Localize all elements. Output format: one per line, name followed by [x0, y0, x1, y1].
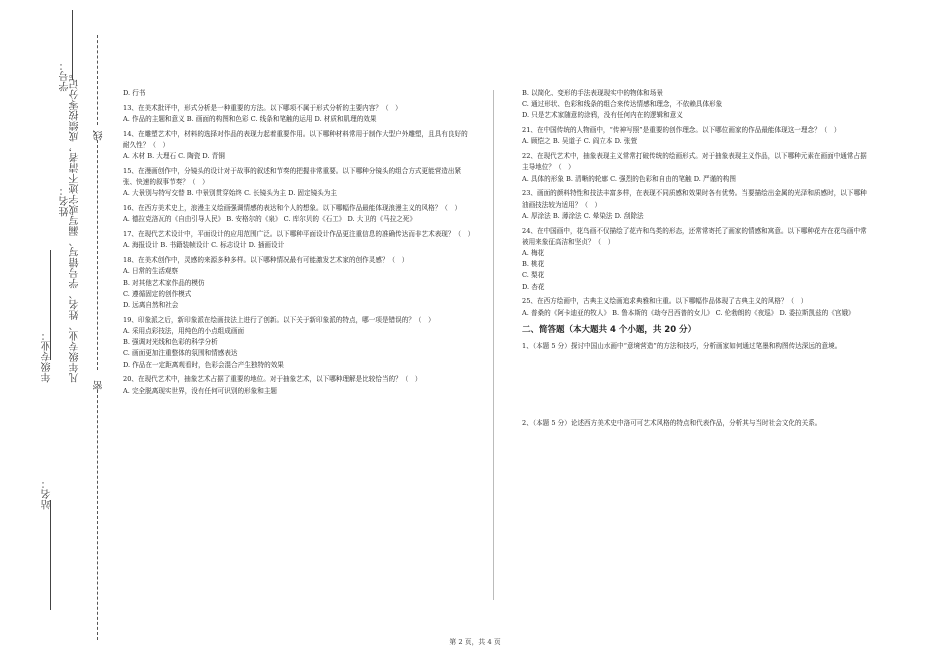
question-q24: [522, 226, 872, 293]
answer-option[interactable]: C. 画面更加注重整体的氛围和情感表达: [123, 349, 238, 358]
fold-line-top: [97, 35, 98, 125]
answer-option[interactable]: A. 顾恺之 B. 吴道子 C. 阎立本 D. 张萱: [522, 137, 638, 146]
exam-rules-note: 凡年级专业、姓名、学号错写、漏写或字迹不清者，成绩按零分记。: [70, 68, 81, 383]
class-label: 年级专业：: [42, 330, 53, 383]
answer-option[interactable]: A. 完全脱离现实世界，没有任何可识别的形象和主题: [123, 386, 278, 395]
page-footer: 第 2 页，共 4 页: [449, 638, 501, 646]
question-stem: 25、在西方绘画中，古典主义绘画追求典雅和庄重。以下哪幅作品体现了古典主义的风格？（ ）: [522, 297, 808, 306]
answer-option[interactable]: C. 遵循固定的创作模式: [123, 289, 192, 298]
question-q25: [522, 296, 872, 318]
answer-option[interactable]: D. 作品在一定距离观看时，色彩会混合产生独特的效果: [123, 360, 284, 369]
short-answer-1: 1、（本题 5 分）探讨中国山水画中“意境营造”的方法和技巧，分析画家如何通过笔墨和构图传达深远的意境。: [522, 342, 842, 351]
id-underline: [72, 10, 73, 80]
answer-option[interactable]: A. 具体的形象 B. 清晰的轮廓 C. 强烈的色彩和自由的笔触 D. 严谨的构图: [522, 174, 736, 183]
fold-line-bottom: [97, 390, 98, 640]
question-stem: 24、在中国画中，花鸟画不仅描绘了花卉和鸟类的形态，还常常寄托了画家的情感和寓意。以下哪种花卉在花鸟画中常被用来象征高洁和坚贞？（ ）: [522, 226, 867, 246]
student-id-label: 学号：: [60, 60, 71, 92]
station-label: 站名：: [42, 478, 53, 510]
answer-option[interactable]: B. 对其他艺术家作品的模仿: [123, 278, 205, 287]
question-q17: [123, 229, 473, 251]
answer-option[interactable]: A. 普桑的《阿卡迪亚的牧人》 B. 鲁本斯的《劫夺吕西普的女儿》 C. 伦勃朗的《夜巡》 D. 委拉斯凯兹的《宫娥》: [522, 308, 855, 317]
question-stem: 21、在中国传统的人物画中，“传神写照”是重要的创作理念。以下哪位画家的作品最能体现这一理念？（ ）: [522, 126, 841, 135]
seal-mark: 密: [94, 380, 105, 391]
answer-option[interactable]: A. 厚涂法 B. 薄涂法 C. 晕染法 D. 刮除法: [522, 211, 644, 220]
answer-option[interactable]: A. 采用点彩技法，用纯色的小点组成画面: [123, 327, 245, 336]
name-label: 姓名：: [60, 185, 71, 217]
question-stem: 14、在雕塑艺术中，材料的选择对作品的表现力起着重要作用。以下哪种材料常用于制作大型户外雕塑，且具有良好的耐久性？（ ）: [123, 129, 468, 149]
question-q16: [123, 203, 473, 225]
answer-option[interactable]: B. 强调对光线和色彩的科学分析: [123, 338, 218, 347]
station-underline: [50, 500, 51, 610]
question-q20: [123, 374, 473, 396]
fold-mark: 线: [94, 130, 105, 141]
question-q12d: [123, 88, 473, 99]
section-two-title: 二、简答题（本大题共 4 个小题，共 20 分）: [522, 324, 697, 335]
answer-option[interactable]: C. 通过形状、色彩和线条的组合来传达情感和理念，不依赖具体形象: [522, 100, 723, 109]
question-stem: 18、在美术创作中，灵感的来源多种多样。以下哪种情况最有可能激发艺术家的创作灵感？（ ）: [123, 256, 409, 265]
answer-option[interactable]: A. 大景别与特写交替 B. 中景别贯穿始终 C. 长镜头为主 D. 固定镜头为主: [123, 189, 337, 198]
question-q23: [522, 188, 872, 222]
left-column: [123, 88, 473, 400]
question-stem: 15、在漫画创作中，分镜头的设计对于故事的叙述和节奏的把握非常重要。以下哪种分镜头的组合方式更能营造出紧张、快速的叙事节奏？（ ）: [123, 167, 462, 187]
right-column: [522, 88, 872, 433]
question-q21: [522, 125, 872, 147]
answer-option[interactable]: C. 梨花: [522, 271, 545, 280]
answer-option[interactable]: A. 德拉克洛瓦的《自由引导人民》 B. 安格尔的《泉》 C. 库尔贝的《石工》 D. 大卫的《马拉之死》: [123, 215, 417, 224]
right-question-list: [522, 88, 872, 319]
question-q15: [123, 166, 473, 200]
question-stem: 23、画面的颜料特性和技法丰富多样，在表现不同质感和效果时各有优势。当要描绘出金属的光泽和质感时，以下哪种油画技法较为适用？（ ）: [522, 189, 867, 209]
answer-option[interactable]: B. 桃花: [522, 260, 545, 269]
question-stem: 13、在美术批评中，形式分析是一种重要的方法。以下哪项不属于形式分析的主要内容？（ ）: [123, 103, 402, 112]
question-stem: 17、在现代艺术设计中，平面设计的应用范围广泛。以下哪种平面设计作品更注重信息的准确传达而非艺术表现？（ ）: [123, 230, 475, 239]
question-q18: [123, 255, 473, 311]
answer-option[interactable]: D. 远离自然和社会: [123, 301, 179, 310]
question-stem: 22、在现代艺术中，抽象表现主义常常打破传统的绘画形式。对于抽象表现主义作品，以下哪种元素在画面中通常占据主导地位？（ ）: [522, 152, 867, 172]
question-stem: 16、在西方美术史上，浪漫主义绘画强调情感的表达和个人的想象。以下哪幅作品最能体现浪漫主义的风格？（ ）: [123, 204, 462, 213]
answer-option[interactable]: D. 杏花: [522, 282, 545, 291]
question-stem: D. 行书: [123, 89, 146, 97]
question-q19: [123, 315, 473, 371]
answer-option[interactable]: A. 海报设计 B. 书籍装帧设计 C. 标志设计 D. 插画设计: [123, 241, 285, 250]
fold-line-mid: [97, 140, 98, 370]
class-underline: [50, 250, 51, 360]
question-stem: 20、在现代艺术中，抽象艺术占据了重要的地位。对于抽象艺术，以下哪种理解是比较恰当的？（ ）: [123, 375, 422, 384]
answer-option[interactable]: B. 以简化、变形的手法表现现实中的物体和场景: [522, 89, 663, 97]
question-q13: [123, 103, 473, 125]
question-stem: 19、印象派之后，新印象派在绘画技法上进行了创新。以下关于新印象派的特点，哪一项是错误的？（ ）: [123, 315, 435, 324]
answer-option[interactable]: A. 日常的生活观察: [123, 267, 179, 276]
answer-option[interactable]: A. 作品的主题和意义 B. 画面的构图和色彩 C. 线条和笔触的运用 D. 材质和肌理的效果: [123, 115, 377, 123]
answer-option[interactable]: A. 梅花: [522, 249, 545, 258]
answer-space-1[interactable]: [522, 356, 872, 418]
question-q22: [522, 151, 872, 185]
binding-margin: [0, 0, 115, 672]
answer-option[interactable]: D. 只是艺术家随意的涂鸦，没有任何内在的逻辑和意义: [522, 111, 683, 120]
short-answer-2: 2、（本题 5 分）论述西方美术史中洛可可艺术风格的特点和代表作品，分析其与当时社会文化的关系。: [522, 418, 822, 427]
question-q20b: [522, 88, 872, 122]
question-q14: [123, 129, 473, 163]
answer-option[interactable]: A. 木材 B. 大理石 C. 陶瓷 D. 青铜: [123, 152, 225, 161]
column-separator: [493, 90, 494, 600]
